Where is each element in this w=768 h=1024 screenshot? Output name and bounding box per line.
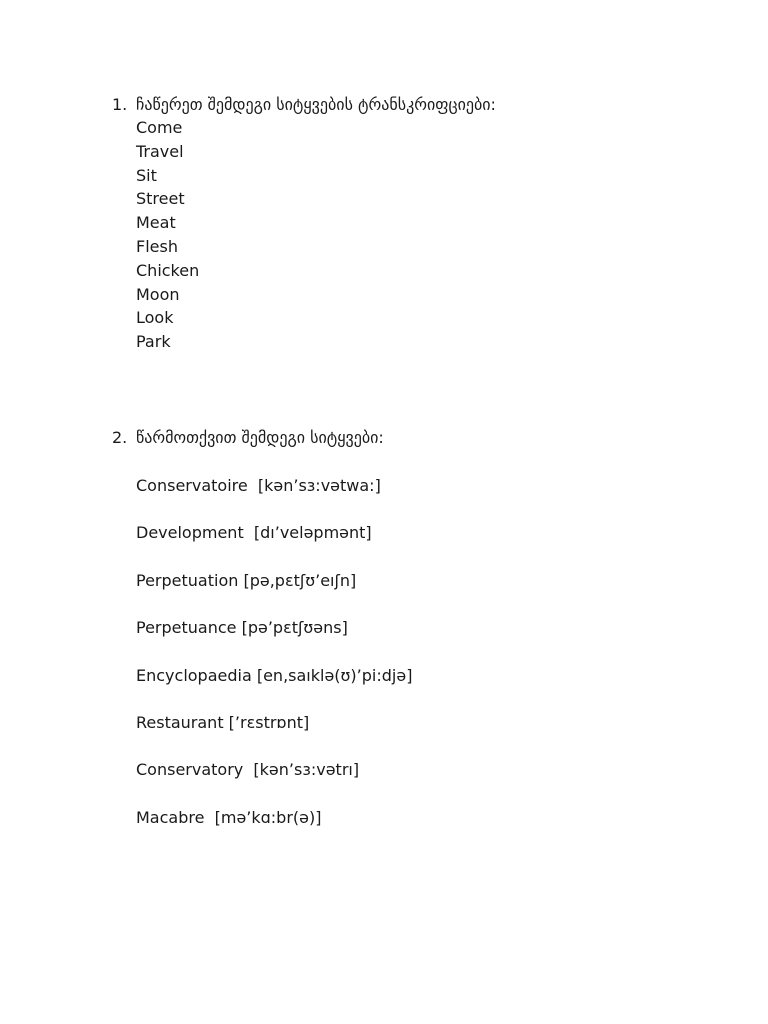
list-item: Conservatoire [kən’sɜ:vətwa:] xyxy=(136,476,381,495)
list-item: Street xyxy=(136,189,185,209)
list-item: Sit xyxy=(136,165,157,185)
list-item: Travel xyxy=(136,141,184,161)
list-item: Moon xyxy=(136,284,180,304)
question-1-heading xyxy=(112,94,496,116)
question-2-number: 2. xyxy=(112,428,128,447)
question-1-number: 1. xyxy=(112,95,128,114)
question-2-heading xyxy=(112,427,412,449)
list-item: Perpetuation [pə,pɛtʃʊ’eıʃn] xyxy=(136,570,357,590)
question-1 xyxy=(112,94,496,354)
list-item: Flesh xyxy=(136,236,178,256)
question-2-prompt: წარმოთქვით შემდეგი სიტყვები: xyxy=(136,428,384,447)
list-item: Come xyxy=(136,118,183,137)
list-item: Perpetuance [pə’pɛtʃʊəns] xyxy=(136,618,348,638)
list-item: Encyclopaedia [en,saıklə(ʊ)’pi:djə] xyxy=(136,665,413,685)
list-item: Development [dı’veləpmənt] xyxy=(136,523,372,543)
list-item: Conservatory [kən’sɜ:vətrı] xyxy=(136,760,360,780)
pronunciation-list xyxy=(112,475,412,854)
question-1-prompt: ჩაწერეთ შემდეგი სიტყვების ტრანსკრიფციები: xyxy=(136,95,496,114)
list-item: Macabre [mə’kɑ:br(ə)] xyxy=(136,807,322,827)
word-list xyxy=(112,116,496,354)
list-item: Chicken xyxy=(136,260,200,280)
list-item: Meat xyxy=(136,213,176,233)
list-item: Park xyxy=(136,332,171,352)
question-2 xyxy=(112,427,412,854)
list-item: Restaurant [’rɛstrɒnt] xyxy=(136,712,310,732)
list-item: Look xyxy=(136,308,174,328)
